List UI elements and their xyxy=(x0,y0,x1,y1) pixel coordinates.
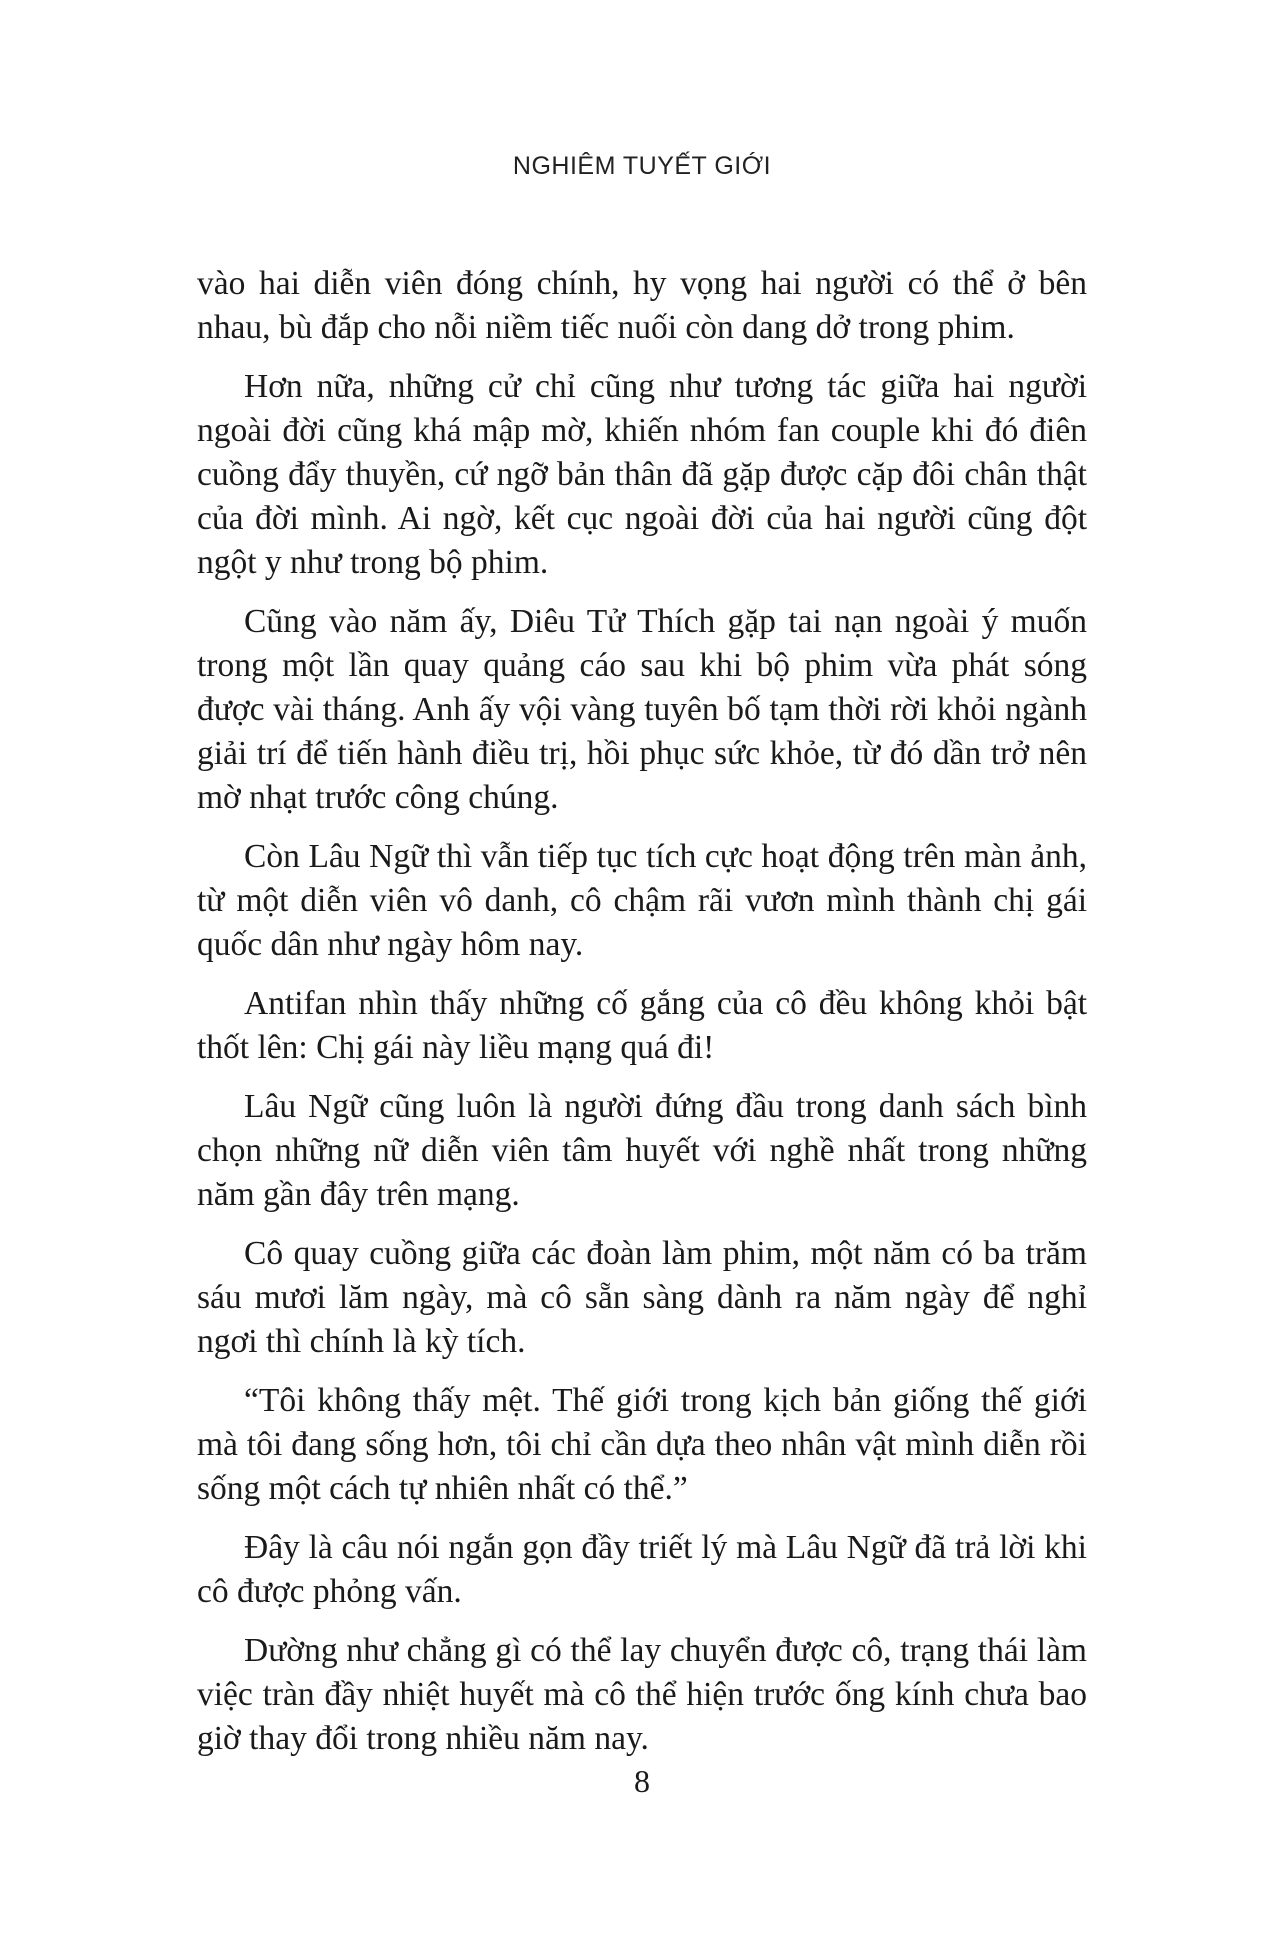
paragraph-10: Dường như chẳng gì có thể lay chuyển được cô, trạng thái làm việc tràn đầy nhiệt huyết mà cô thể hiện trước ống kính chưa bao giờ thay đổi trong nhiều năm nay. xyxy=(197,1632,1087,1757)
paragraph-8: “Tôi không thấy mệt. Thế giới trong kịch bản giống thế giới mà tôi đang sống hơn, tôi chỉ cần dựa theo nhân vật mình diễn rồi sống một cách tự nhiên nhất có thể.” xyxy=(197,1382,1087,1507)
paragraph-9: Đây là câu nói ngắn gọn đầy triết lý mà Lâu Ngữ đã trả lời khi cô được phỏng vấn. xyxy=(197,1529,1087,1610)
paragraph-6: Lâu Ngữ cũng luôn là người đứng đầu trong danh sách bình chọn những nữ diễn viên tâm huyết với nghề nhất trong những năm gần đây trên mạng. xyxy=(197,1088,1087,1213)
paragraph-7: Cô quay cuồng giữa các đoàn làm phim, một năm có ba trăm sáu mươi lăm ngày, mà cô sẵn sàng dành ra năm ngày để nghỉ ngơi thì chính là kỳ tích. xyxy=(197,1235,1087,1360)
paragraph-3: Cũng vào năm ấy, Diêu Tử Thích gặp tai nạn ngoài ý muốn trong một lần quay quảng cáo sau khi bộ phim vừa phát sóng được vài tháng. Anh ấy vội vàng tuyên bố tạm thời rời khỏi ngành giải trí để tiến hành điều trị, hồi phục sức khỏe, từ đó dần trở nên mờ nhạt trước công chúng. xyxy=(197,603,1087,816)
paragraph-2: Hơn nữa, những cử chỉ cũng như tương tác giữa hai người ngoài đời cũng khá mập mờ, khiến nhóm fan couple khi đó điên cuồng đẩy thuyền, cứ ngỡ bản thân đã gặp được cặp đôi chân thật của đời mình. Ai ngờ, kết cục ngoài đời của hai người cũng đột ngột y như trong bộ phim. xyxy=(197,368,1087,581)
page-number: 8 xyxy=(634,1763,650,1799)
running-header: NGHIÊM TUYẾT GIỚI xyxy=(512,152,772,180)
page-body xyxy=(197,262,1087,1776)
paragraph-5: Antifan nhìn thấy những cố gắng của cô đều không khỏi bật thốt lên: Chị gái này liều mạng quá đi! xyxy=(197,985,1087,1066)
paragraph-1: vào hai diễn viên đóng chính, hy vọng hai người có thể ở bên nhau, bù đắp cho nỗi niềm tiếc nuối còn dang dở trong phim. xyxy=(197,265,1087,346)
paragraph-4: Còn Lâu Ngữ thì vẫn tiếp tục tích cực hoạt động trên màn ảnh, từ một diễn viên vô danh, cô chậm rãi vươn mình thành chị gái quốc dân như ngày hôm nay. xyxy=(197,838,1087,963)
